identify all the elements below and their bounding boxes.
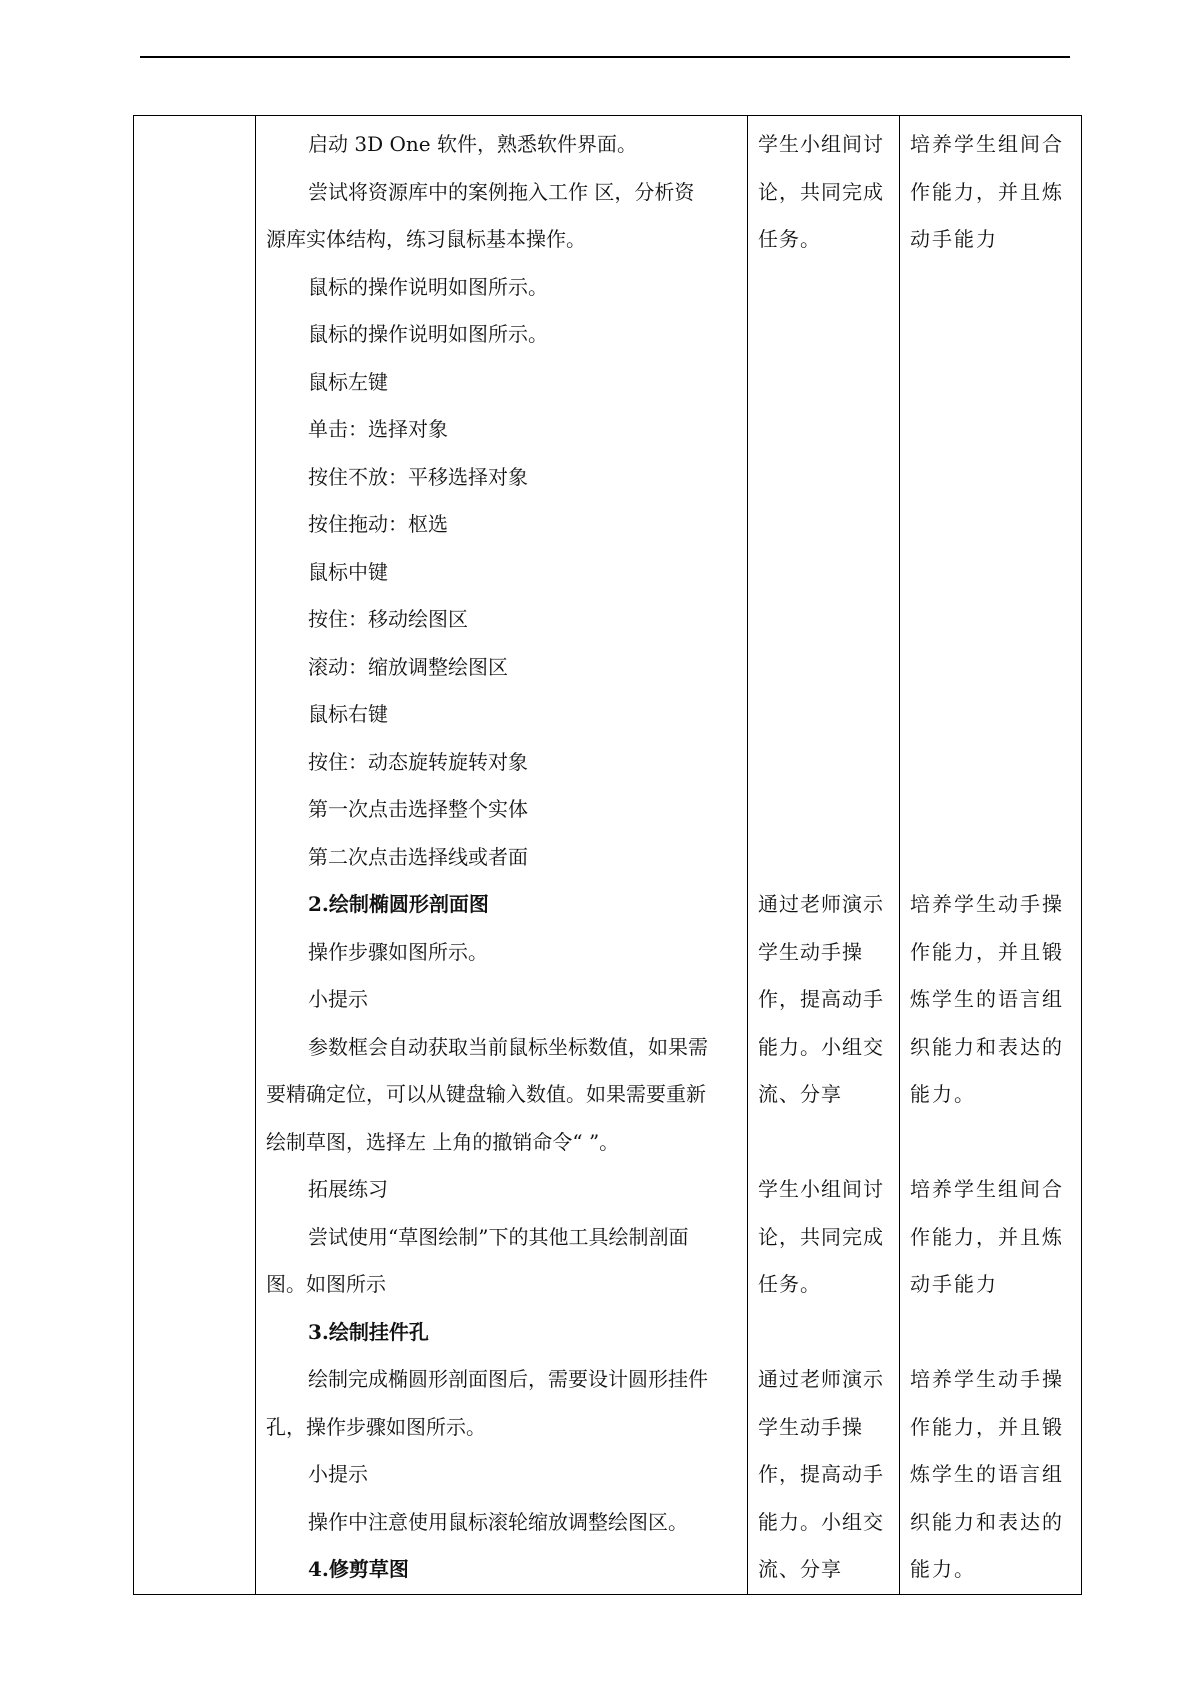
design-intent-line: 能力。: [910, 1557, 976, 1581]
content-line: 滚动：缩放调整绘图区: [308, 654, 508, 679]
blank-line: [748, 1309, 899, 1357]
content-line: 鼠标的操作说明如图所示。: [308, 274, 548, 299]
content-line: 小提示: [308, 987, 368, 1011]
content-line: 小提示: [308, 1462, 368, 1486]
teaching-content-lines: [256, 121, 747, 1594]
student-activity-line: 流、分享: [758, 1082, 842, 1106]
blank-line: [900, 834, 1081, 882]
blank-line: [748, 739, 899, 787]
content-line: 鼠标左键: [308, 369, 388, 394]
student-activity-lines: [748, 121, 899, 1594]
design-intent-line: 织能力和表达的: [910, 1509, 1064, 1534]
content-line: 操作步骤如图所示。: [308, 939, 488, 964]
lesson-plan-table: [133, 115, 1082, 1595]
design-intent-lines: [900, 121, 1081, 1594]
page-header-rule: [140, 56, 1070, 58]
blank-line: [900, 1309, 1081, 1357]
design-intent-line: 培养学生组间合: [910, 1177, 1064, 1201]
student-activity-line: 学生动手操: [758, 1414, 863, 1439]
design-intent-line: 培养学生动手操: [910, 892, 1064, 916]
section-heading: 3.绘制挂件孔: [308, 1319, 429, 1344]
student-activity-line: 作，提高动手: [758, 1462, 884, 1486]
student-activity-line: 学生小组间讨: [758, 1177, 884, 1201]
design-intent-line: 作能力，并且炼: [910, 1224, 1064, 1249]
student-activity-line: 任务。: [758, 227, 821, 251]
student-activity-line: 流、分享: [758, 1557, 842, 1581]
content-line: 按住拖动：枢选: [308, 512, 448, 536]
stage-column-cell: [134, 116, 256, 1595]
blank-line: [900, 359, 1081, 407]
content-line: 绘制草图，选择左 上角的撤销命令“ ”。: [266, 1129, 620, 1154]
content-line: 孔，操作步骤如图所示。: [266, 1414, 486, 1439]
blank-line: [900, 311, 1081, 359]
design-intent-line: 作能力，并且炼: [910, 179, 1064, 204]
blank-line: [748, 596, 899, 644]
blank-line: [748, 834, 899, 882]
table-row: [134, 116, 1082, 1595]
content-line: 绘制完成椭圆形剖面图后，需要设计圆形挂件: [308, 1367, 708, 1391]
content-line: 尝试使用“草图绘制”下的其他工具绘制剖面: [308, 1224, 689, 1249]
student-activity-line: 学生小组间讨: [758, 132, 884, 156]
content-line: 拓展练习: [308, 1177, 388, 1201]
content-line: 鼠标的操作说明如图所示。: [308, 322, 548, 346]
blank-line: [748, 549, 899, 597]
design-intent-line: 培养学生组间合: [910, 132, 1064, 156]
design-intent-line: 能力。: [910, 1082, 976, 1106]
blank-line: [748, 691, 899, 739]
design-intent-line: 动手能力: [910, 1272, 998, 1296]
blank-line: [900, 501, 1081, 549]
blank-line: [748, 644, 899, 692]
content-line: 第一次点击选择整个实体: [308, 797, 528, 821]
blank-line: [900, 406, 1081, 454]
blank-line: [900, 739, 1081, 787]
design-intent-line: 动手能力: [910, 227, 998, 251]
blank-line: [900, 644, 1081, 692]
blank-line: [900, 454, 1081, 502]
student-activity-line: 通过老师演示: [758, 1367, 884, 1391]
blank-line: [900, 549, 1081, 597]
blank-line: [748, 454, 899, 502]
design-intent-line: 炼学生的语言组: [910, 987, 1064, 1011]
content-line: 源库实体结构，练习鼠标基本操作。: [266, 227, 586, 251]
content-line: 单击：选择对象: [308, 417, 448, 441]
blank-line: [748, 501, 899, 549]
student-activity-line: 能力。小组交: [758, 1034, 884, 1059]
student-activity-line: 学生动手操: [758, 939, 863, 964]
content-line: 启动 3D One 软件，熟悉软件界面。: [308, 132, 637, 156]
design-intent-line: 织能力和表达的: [910, 1034, 1064, 1059]
content-line: 按住：移动绘图区: [308, 607, 468, 631]
content-line: 第二次点击选择线或者面: [308, 844, 528, 869]
content-line: 图。如图所示: [266, 1272, 386, 1296]
design-intent-line: 作能力，并且锻: [910, 939, 1064, 964]
content-line: 鼠标右键: [308, 702, 388, 726]
blank-line: [748, 311, 899, 359]
content-line: 按住：动态旋转旋转对象: [308, 749, 528, 774]
blank-line: [900, 1119, 1081, 1167]
teaching-content-cell: [256, 116, 748, 1595]
student-activity-line: 作，提高动手: [758, 987, 884, 1011]
blank-line: [900, 691, 1081, 739]
blank-line: [900, 786, 1081, 834]
student-activity-line: 论，共同完成: [758, 1224, 884, 1249]
content-line: 鼠标中键: [308, 559, 388, 584]
design-intent-line: 作能力，并且锻: [910, 1414, 1064, 1439]
blank-line: [748, 1119, 899, 1167]
design-intent-cell: [900, 116, 1082, 1595]
section-heading: 4.修剪草图: [308, 1557, 409, 1581]
student-activity-line: 通过老师演示: [758, 892, 884, 916]
design-intent-line: 炼学生的语言组: [910, 1462, 1064, 1486]
blank-line: [748, 264, 899, 312]
blank-line: [900, 264, 1081, 312]
blank-line: [900, 596, 1081, 644]
section-heading: 2.绘制椭圆形剖面图: [308, 892, 489, 916]
blank-line: [748, 786, 899, 834]
blank-line: [748, 406, 899, 454]
student-activity-line: 论，共同完成: [758, 179, 884, 204]
content-line: 参数框会自动获取当前鼠标坐标数值，如果需: [308, 1034, 708, 1059]
content-line: 要精确定位，可以从键盘输入数值。如果需要重新: [266, 1082, 706, 1106]
student-activity-line: 任务。: [758, 1272, 821, 1296]
content-line: 操作中注意使用鼠标滚轮缩放调整绘图区。: [308, 1509, 688, 1534]
content-line: 按住不放：平移选择对象: [308, 464, 528, 489]
student-activity-cell: [748, 116, 900, 1595]
design-intent-line: 培养学生动手操: [910, 1367, 1064, 1391]
blank-line: [748, 359, 899, 407]
student-activity-line: 能力。小组交: [758, 1509, 884, 1534]
content-line: 尝试将资源库中的案例拖入工作 区，分析资: [308, 179, 695, 204]
